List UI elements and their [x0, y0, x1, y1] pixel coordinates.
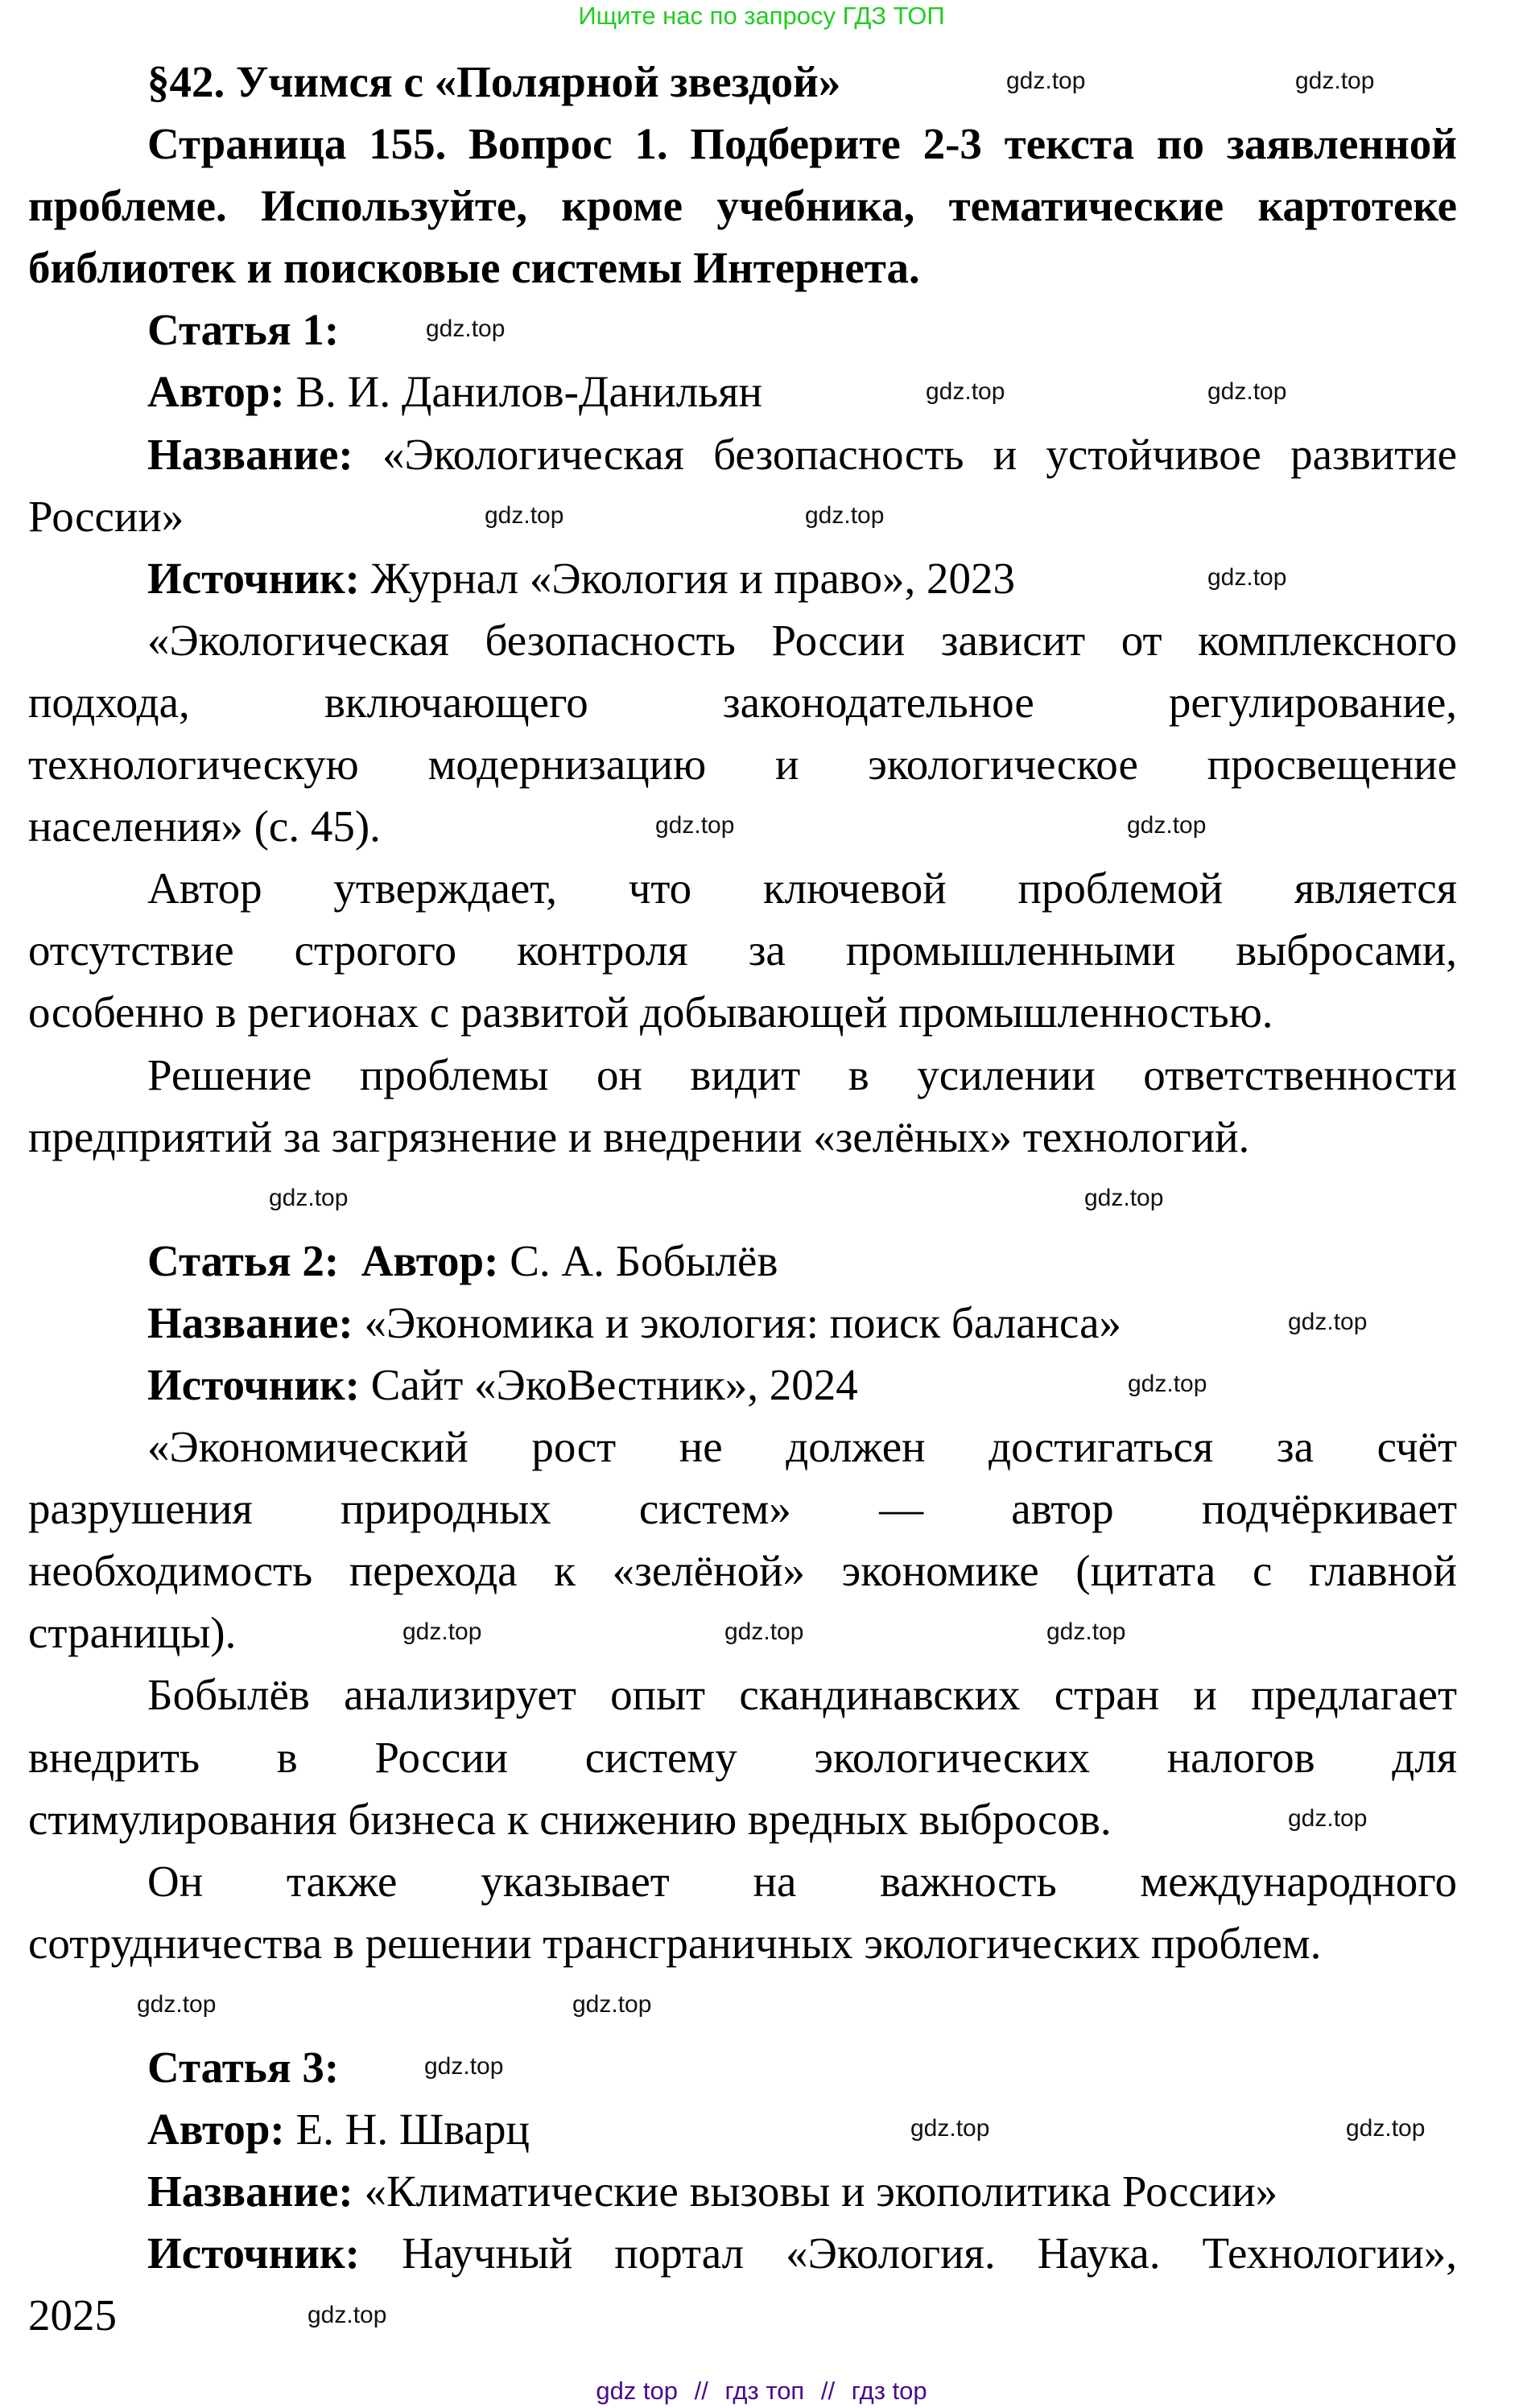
watermark-text: gdz.top — [1288, 1805, 1368, 1832]
bold-label: Автор: — [147, 367, 285, 417]
watermark-text: gdz.top — [805, 502, 885, 529]
text-line — [28, 1230, 1457, 1292]
bold-label: Источник: — [147, 553, 360, 603]
text-line — [28, 671, 1457, 733]
text-line — [28, 609, 1457, 671]
text-segment: внедрить в России систему экологических налогов для — [28, 1732, 1457, 1782]
text-segment: «Экологическая безопасность и устойчивое развитие — [353, 429, 1457, 479]
watermark-text: gdz.top — [910, 2115, 990, 2142]
watermark-text: gdz.top — [1006, 68, 1086, 94]
bold-label: Автор: — [147, 2105, 285, 2154]
bold-label: Название: — [147, 429, 353, 479]
text-segment: технологическую модернизацию и экологическое просвещение — [28, 740, 1457, 790]
watermark-text: gdz.top — [572, 1991, 652, 2018]
bold-label: §42. Учимся с «Полярной звездой» — [147, 57, 841, 106]
text-line — [28, 1540, 1457, 1602]
text-segment: Автор утверждает, что ключевой проблемой является — [147, 864, 1457, 913]
text-line — [28, 2284, 1457, 2346]
text-segment: Научный портал «Экология. Наука. Технологии», — [359, 2229, 1457, 2278]
text-segment: необходимость перехода к «зелёной» экономике (цитата с главной — [28, 1546, 1457, 1596]
text-segment: населения» (с. 45). — [28, 802, 381, 851]
bold-label: проблеме. Используйте, кроме учебника, тематические картотеке — [28, 181, 1457, 231]
blank-line — [28, 1168, 1457, 1230]
text-line — [28, 1478, 1457, 1540]
search-hint-banner: Ищите нас по запросу ГДЗ ТОП — [578, 2, 945, 30]
bold-label: Источник: — [147, 2229, 360, 2278]
text-line — [28, 2098, 1457, 2160]
text-line — [28, 485, 1457, 547]
watermark-text: gdz.top — [402, 1618, 482, 1645]
text-line — [28, 1912, 1457, 1974]
text-segment: сотрудничества в решении трансграничных экологических проблем. — [28, 1918, 1322, 1968]
footer-separator: // — [820, 2377, 836, 2405]
text-line — [28, 1106, 1457, 1168]
watermark-text: gdz.top — [1127, 812, 1207, 839]
footer-link-gdz-top-ru[interactable]: гдз топ — [724, 2377, 805, 2405]
bold-label: Название: — [147, 2167, 353, 2216]
text-segment: «Экономика и экология: поиск баланса» — [353, 1297, 1122, 1347]
footer-separator: // — [694, 2377, 708, 2405]
text-line — [28, 1850, 1457, 1912]
bold-label: библиотек и поисковые системы Интернета. — [28, 243, 920, 293]
text-line — [28, 919, 1457, 981]
watermark-text: gdz.top — [1346, 2115, 1426, 2142]
text-segment: Е. Н. Шварц — [284, 2105, 530, 2154]
text-segment: «Экологическая безопасность России зависит от комплексного — [147, 615, 1457, 665]
text-segment: «Экономический рост не должен достигаться за счёт — [147, 1422, 1457, 1472]
bold-label: Источник: — [147, 1359, 360, 1409]
bold-label: Автор: — [361, 1235, 499, 1285]
text-line — [28, 51, 1457, 113]
text-line — [28, 981, 1457, 1043]
text-line — [28, 1292, 1457, 1354]
text-line — [28, 857, 1457, 919]
text-segment: особенно в регионах с развитой добывающей промышленностью. — [28, 988, 1273, 1037]
watermark-text: gdz.top — [426, 315, 506, 342]
text-segment: страницы). — [28, 1608, 237, 1658]
text-line — [28, 795, 1457, 857]
watermark-text: gdz.top — [926, 378, 1005, 405]
text-segment: С. А. Бобылёв — [498, 1235, 778, 1285]
text-segment: Бобылёв анализирует опыт скандинавских стран и предлагает — [147, 1670, 1457, 1720]
text-line — [28, 423, 1457, 485]
bold-label: Страница 155. Вопрос 1. Подберите 2-3 текста по заявленной — [147, 119, 1457, 169]
footer-links — [0, 2374, 1523, 2408]
text-line — [28, 1044, 1457, 1106]
text-segment: В. И. Данилов-Данильян — [284, 367, 762, 417]
footer-link-gdz-top[interactable]: gdz top — [596, 2377, 679, 2405]
text-line — [28, 2036, 1457, 2098]
text-line — [28, 1788, 1457, 1850]
watermark-text: gdz.top — [1046, 1618, 1126, 1645]
watermark-text: gdz.top — [655, 812, 735, 839]
text-line — [28, 1416, 1457, 1478]
text-segment: стимулирования бизнеса к снижению вредных выбросов. — [28, 1794, 1112, 1844]
watermark-text: gdz.top — [1084, 1185, 1164, 1211]
text-segment: Сайт «ЭкоВестник», 2024 — [359, 1359, 858, 1409]
text-segment: разрушения природных систем» — автор подчёркивает — [28, 1484, 1457, 1534]
watermark-text: gdz.top — [424, 2053, 504, 2080]
text-segment: предприятий за загрязнение и внедрении «зелёных» технологий. — [28, 1111, 1250, 1161]
watermark-text: gdz.top — [485, 502, 564, 529]
text-segment: 2025 — [28, 2290, 117, 2340]
bold-label: Статья 1: — [147, 305, 340, 355]
watermark-text: gdz.top — [1207, 564, 1287, 591]
watermark-text: gdz.top — [1288, 1309, 1368, 1335]
text-line — [28, 1354, 1457, 1416]
text-line — [28, 299, 1457, 361]
text-segment: отсутствие строгого контроля за промышленными выбросами, — [28, 926, 1457, 975]
watermark-text: gdz.top — [307, 2302, 387, 2328]
text-line — [28, 2222, 1457, 2284]
text-line — [28, 1664, 1457, 1726]
text-line — [28, 237, 1457, 299]
bold-label: Название: — [147, 1297, 353, 1347]
blank-line — [28, 1974, 1457, 2036]
text-line — [28, 2160, 1457, 2222]
text-line — [28, 1726, 1457, 1788]
bold-label: Статья 2: — [147, 1235, 340, 1285]
text-segment: России» — [28, 491, 184, 541]
text-line — [28, 175, 1457, 237]
text-segment: Журнал «Экология и право», 2023 — [359, 553, 1015, 603]
watermark-text: gdz.top — [724, 1618, 804, 1645]
text-segment: Он также указывает на важность международного — [147, 1856, 1457, 1906]
watermark-text: gdz.top — [137, 1991, 217, 2018]
text-line — [28, 733, 1457, 795]
watermark-text: gdz.top — [1295, 68, 1375, 94]
footer-link-gdz-top-mixed[interactable]: гдз top — [851, 2377, 927, 2405]
text-segment: «Климатические вызовы и экополитика России» — [353, 2167, 1278, 2216]
watermark-text: gdz.top — [1128, 1371, 1207, 1397]
watermark-text: gdz.top — [1207, 378, 1287, 405]
text-segment — [339, 1236, 361, 1285]
bold-label: Статья 3: — [147, 2043, 340, 2092]
text-line — [28, 113, 1457, 175]
text-segment: подхода, включающего законодательное регулирование, — [28, 677, 1457, 727]
watermark-text: gdz.top — [269, 1185, 349, 1211]
text-segment: Решение проблемы он видит в усилении ответственности — [147, 1049, 1457, 1099]
